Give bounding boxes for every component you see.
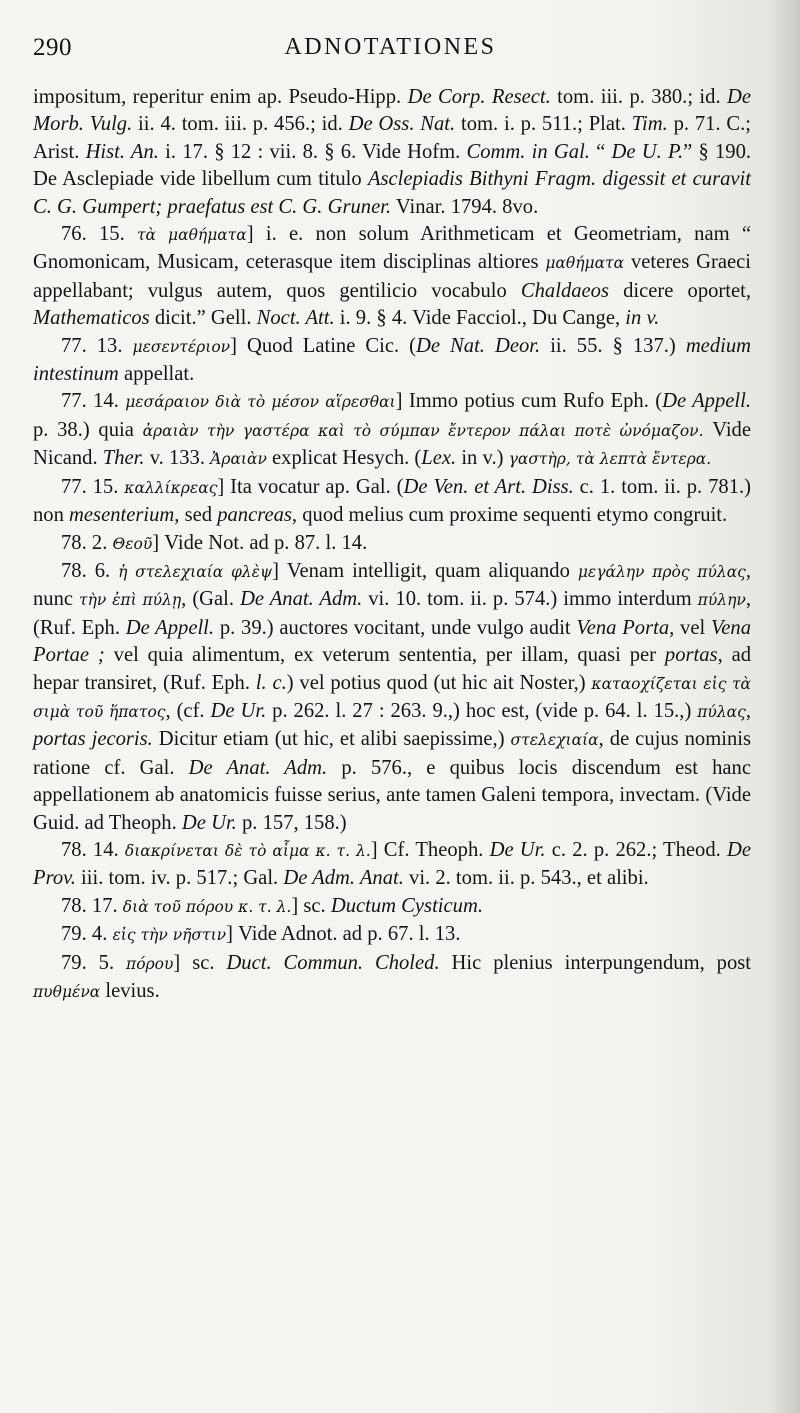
roman-text: ] sc. xyxy=(173,951,227,974)
italic-text: De Anat. Adm. xyxy=(240,588,363,611)
italic-text: De Corp. Resect. xyxy=(407,86,551,108)
roman-text: tom. iii. p. 380.; id. xyxy=(550,86,727,108)
italic-text: l. c. xyxy=(255,671,287,694)
roman-text: 77. 14. xyxy=(61,390,126,413)
greek-text: Θεοῦ xyxy=(112,534,153,553)
italic-text: De Anat. Adm. xyxy=(188,756,328,779)
italic-text: De U. P. xyxy=(611,140,684,163)
italic-text: De Appell. xyxy=(662,390,751,413)
italic-text: in v. xyxy=(625,307,660,330)
italic-text: De Oss. Nat. xyxy=(348,113,456,136)
italic-text: Ther. xyxy=(102,447,145,470)
roman-text: veteres Graeci appellabant; vulgus autem, quos gentilicio vocabulo xyxy=(33,251,752,302)
roman-text: 79. 4. xyxy=(61,923,113,946)
roman-text: , (cf. xyxy=(165,699,211,722)
roman-text: c. 2. p. 262.; Theod. xyxy=(545,838,727,861)
paragraph xyxy=(33,333,751,389)
page-header xyxy=(33,34,748,70)
roman-text: vel quia alimentum, ex veterum sententia, per illam, quasi per xyxy=(104,644,665,667)
greek-text: στελεχιαία xyxy=(510,731,599,750)
roman-text: 77. 15. xyxy=(61,475,125,498)
italic-text: De Nat. Deor. xyxy=(416,334,541,357)
roman-text: ] Cf. Theoph. xyxy=(370,838,490,861)
roman-text: ii. 4. tom. iii. p. 456.; id. xyxy=(132,113,349,136)
roman-text: tom. i. p. 511.; Plat. xyxy=(455,113,632,136)
roman-text: dicit.” Gell. xyxy=(149,307,257,330)
roman-text: 78. 6. xyxy=(61,559,119,582)
roman-text: in v.) xyxy=(456,447,509,470)
greek-text: Ἀραιὰν xyxy=(210,450,267,469)
italic-text: Duct. Commun. Choled. xyxy=(226,951,440,974)
italic-text: Chaldaeos xyxy=(520,279,609,302)
running-head: ADNOTATIONES xyxy=(284,34,497,60)
roman-text: 78. 17. xyxy=(61,894,123,917)
roman-text: p. 576., e quibus locis discendum est hanc appellationem ab anatomicis fuisse serius, ante tamen Galeni tempora, invectam. (Vide Guid. ad Theoph. xyxy=(33,756,751,834)
roman-text: c. 1. tom. ii. p. 781.) non xyxy=(33,475,752,527)
roman-text: explicat Hesych. ( xyxy=(266,447,422,470)
roman-text: v. 133. xyxy=(144,447,211,470)
page-number: 290 xyxy=(33,34,72,61)
roman-text: “ xyxy=(589,140,612,163)
italic-text: Ductum Cysticum. xyxy=(330,894,483,917)
italic-text: pancreas xyxy=(217,504,292,527)
greek-text: ἀραιὰν τὴν γαστέρα καὶ τὸ σύμπαν ἔντερον πάλαι ποτὲ ὠνόμαζον. xyxy=(142,421,704,440)
roman-text: ] i. e. non solum Arithmeticam et Geometriam, nam “ Gnomonicam, Musicam, ceterasque item disciplinas altiores xyxy=(33,223,751,274)
roman-text: ) vel potius quod (ut hic ait Noster,) xyxy=(286,671,592,694)
greek-text: διὰ τοῦ πόρου κ. τ. λ. xyxy=(122,897,292,916)
greek-text: γαστὴρ, τὰ λεπτὰ ἔντερα. xyxy=(508,450,712,469)
greek-text: ἡ στελεχιαία φλὲψ xyxy=(118,562,273,581)
italic-text: Comm. in Gal. xyxy=(466,140,590,163)
roman-text: dicere oportet, xyxy=(609,279,752,302)
roman-text: i. 17. § 12 : vii. 8. § 6. Vide Hofm. xyxy=(158,140,467,163)
greek-text: πόρου xyxy=(126,954,174,973)
paragraph xyxy=(33,921,751,949)
roman-text: appellat. xyxy=(118,363,195,386)
greek-text: μεγάλην πρὸς πύλας xyxy=(577,562,746,581)
paragraph xyxy=(33,950,751,1007)
roman-text: , ad hepar transiret, (Ruf. Eph. xyxy=(33,644,752,694)
roman-text: 78. 14. xyxy=(61,838,125,861)
italic-text: De Ven. et Art. Diss. xyxy=(403,475,574,498)
greek-text: τὴν ἐπὶ πύλῃ xyxy=(79,591,182,610)
roman-text: p. 38.) quia xyxy=(33,418,143,441)
roman-text: ii. 55. § 137.) xyxy=(540,334,686,357)
greek-text: μαθήματα xyxy=(545,254,625,273)
roman-text: ] Immo potius cum Rufo Eph. ( xyxy=(395,390,663,413)
roman-text: 77. 13. xyxy=(61,334,133,357)
roman-text: p. 39.) auctores vocitant, unde vulgo audit xyxy=(214,616,577,639)
roman-text: ] Quod Latine Cic. ( xyxy=(230,334,417,357)
greek-text: μεσάραιον διὰ τὸ μέσον αἵρεσθαι xyxy=(125,393,396,412)
paragraph xyxy=(33,893,751,921)
greek-text: πυθμένα xyxy=(33,983,101,1001)
annotations-text xyxy=(33,84,751,1006)
italic-text: portas jecoris. xyxy=(33,728,153,751)
italic-text: De Morb. Vulg. xyxy=(33,86,752,136)
italic-text: Lex. xyxy=(421,447,457,470)
roman-text: i. 9. § 4. Vide Facciol., Du Cange, xyxy=(334,307,626,330)
paragraph xyxy=(33,388,751,473)
roman-text: iii. tom. iv. p. 517.; Gal. xyxy=(75,867,284,890)
italic-text: De Ur. xyxy=(181,811,237,834)
roman-text: , (Ruf. Eph. xyxy=(33,588,751,639)
italic-text: Hist. An. xyxy=(85,140,159,163)
paragraph xyxy=(33,221,751,333)
roman-text: vi. 2. tom. ii. p. 543., et alibi. xyxy=(403,867,649,890)
roman-text: 79. 5. xyxy=(61,951,127,974)
greek-text: καταοχίζεται εἰς τὰ σιμὰ τοῦ ἥπατος xyxy=(33,674,751,721)
roman-text: 76. 15. xyxy=(61,223,137,246)
italic-text: mesenterium xyxy=(69,504,175,527)
paragraph xyxy=(33,84,751,221)
roman-text: 78. 2. xyxy=(61,531,113,554)
roman-text: Hic plenius interpungendum, post xyxy=(439,951,751,974)
roman-text: , (Gal. xyxy=(181,588,241,611)
greek-text: μεσεντέριον xyxy=(132,337,231,356)
roman-text: , sed xyxy=(174,504,218,527)
roman-text: levius. xyxy=(100,980,160,1002)
roman-text: ] sc. xyxy=(291,894,331,917)
italic-text: Asclepiadis Bithyni Fragm. digessit et curavit C. G. Gumpert; praefatus est C. G. Gruner. xyxy=(33,168,751,218)
greek-text: καλλίκρεας xyxy=(124,478,218,497)
italic-text: Noct. Att. xyxy=(256,307,335,330)
paragraph xyxy=(33,474,751,530)
roman-text: vel xyxy=(674,616,711,639)
roman-text: , xyxy=(745,699,751,722)
italic-text: medium intestinum xyxy=(33,334,752,386)
roman-text: p. 157, 158.) xyxy=(236,811,347,834)
italic-text: Mathematicos xyxy=(33,307,150,330)
italic-text: De Adm. Anat. xyxy=(283,867,404,890)
greek-text: πύλην xyxy=(697,591,746,610)
italic-text: Tim. xyxy=(631,113,668,136)
roman-text: Vinar. 1794. 8vo. xyxy=(391,195,539,218)
roman-text: p. 71. C.; Arist. xyxy=(33,113,751,163)
paragraph xyxy=(33,530,751,558)
roman-text: Vide Nicand. xyxy=(33,418,751,470)
roman-text: ] Venam intelligit, quam aliquando xyxy=(272,559,578,582)
roman-text: Dicitur etiam (ut hic, et alibi saepissime,) xyxy=(152,728,511,751)
paragraph xyxy=(33,558,751,837)
italic-text: portas xyxy=(664,644,718,667)
roman-text: , nunc xyxy=(33,559,751,611)
roman-text: , de cujus nominis ratione cf. Gal. xyxy=(33,728,751,779)
roman-text: ” § 190. De Asclepiade vide libellum cum titulo xyxy=(33,140,752,191)
roman-text: ] Ita vocatur ap. Gal. ( xyxy=(217,475,404,498)
italic-text: Vena Portae ; xyxy=(33,616,751,667)
italic-text: De Ur. xyxy=(489,838,546,861)
roman-text: ] Vide Not. ad p. 87. l. 14. xyxy=(152,531,368,554)
greek-text: πύλας xyxy=(697,702,746,721)
paragraph xyxy=(33,837,751,893)
greek-text: εἰς τὴν νῆστιν xyxy=(112,926,227,945)
greek-text: διακρίνεται δὲ τὸ αἷμα κ. τ. λ. xyxy=(124,841,371,860)
roman-text: vi. 10. tom. ii. p. 574.) immo interdum xyxy=(362,588,698,611)
greek-text: τὰ μαθήματα xyxy=(136,226,247,245)
italic-text: De Ur. xyxy=(210,699,267,722)
roman-text: , quod melius cum proxime sequenti etymo congruit. xyxy=(291,504,728,527)
roman-text: ] Vide Adnot. ad p. 67. l. 13. xyxy=(226,923,461,946)
italic-text: Vena Porta, xyxy=(576,616,675,639)
italic-text: De Appell. xyxy=(125,616,215,639)
roman-text: impositum, reperitur enim ap. Pseudo-Hipp. xyxy=(33,86,408,108)
italic-text: De Prov. xyxy=(33,838,751,890)
roman-text: p. 262. l. 27 : 263. 9.,) hoc est, (vide p. 64. l. 15.,) xyxy=(266,699,698,722)
